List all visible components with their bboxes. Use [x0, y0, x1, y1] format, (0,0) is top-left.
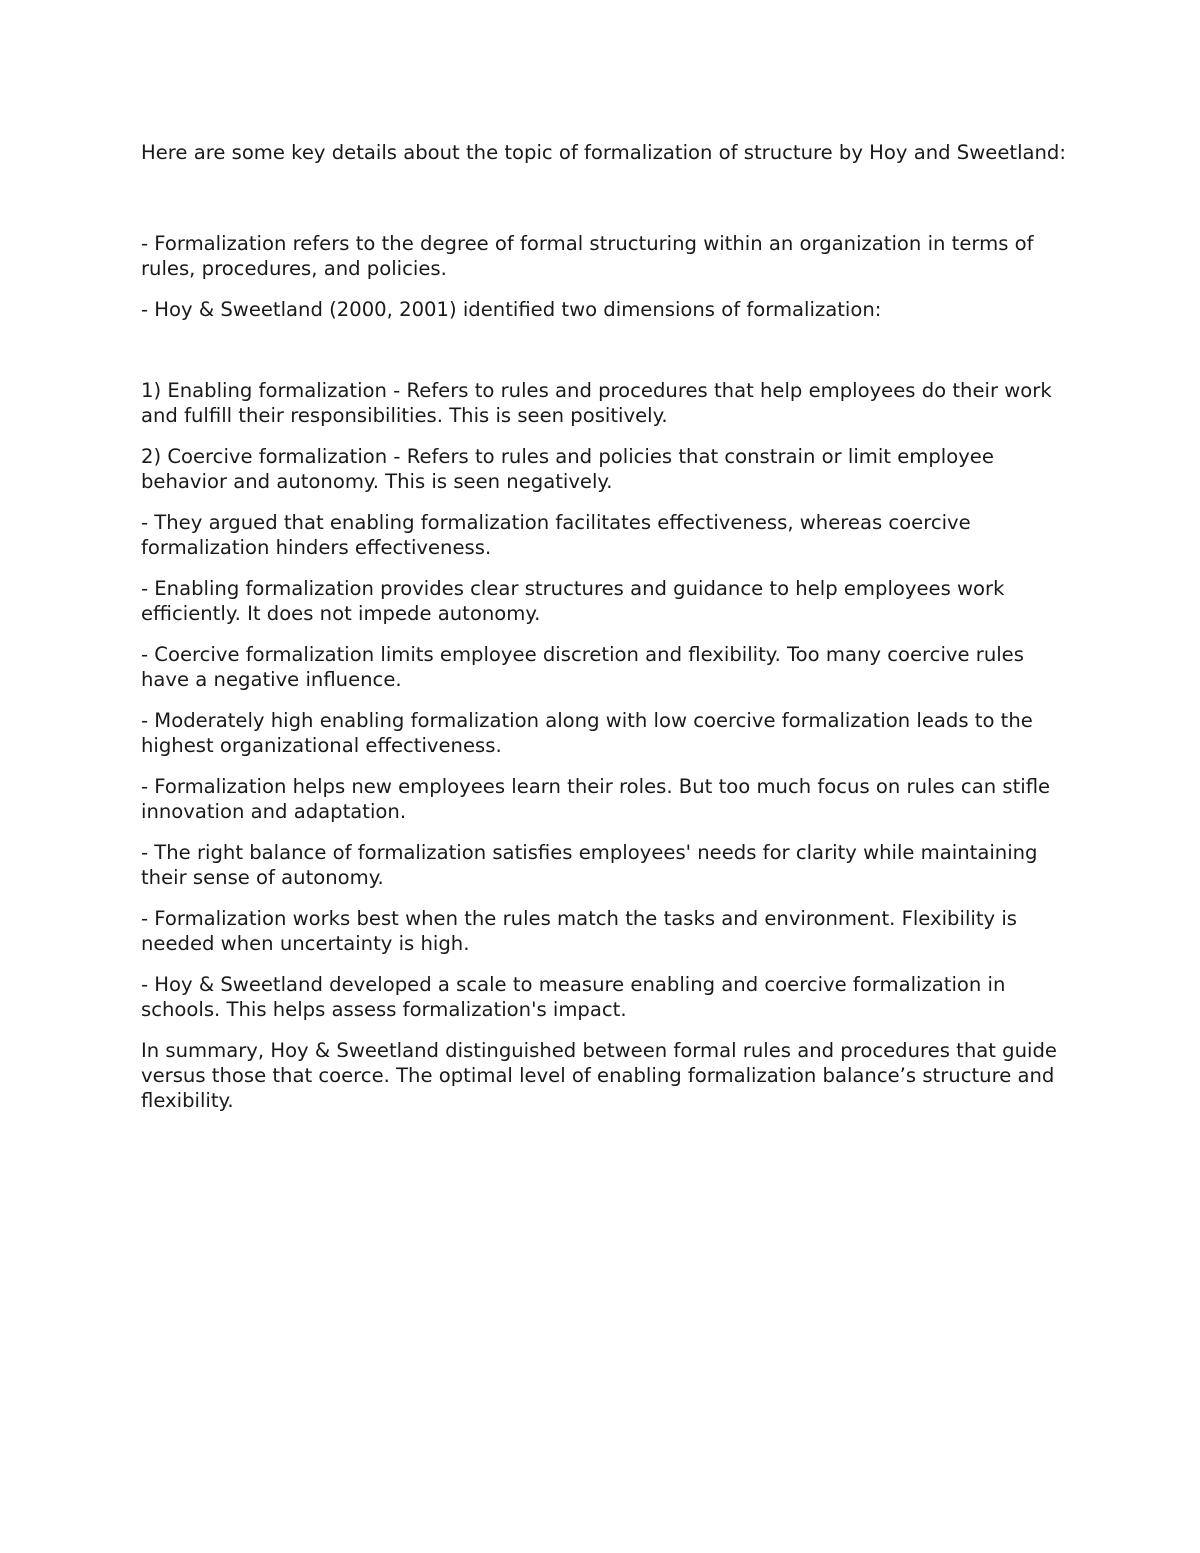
point-enabling-guidance: - Enabling formalization provides clear structures and guidance to help employees work efficiently. It does not impede autonomy.	[141, 577, 1005, 625]
point-task-match: - Formalization works best when the rules match the tasks and environment. Flexibility is needed when uncertainty is high.	[141, 907, 1017, 955]
document-body	[141, 140, 1066, 1129]
point-measurement-scale: - Hoy & Sweetland developed a scale to measure enabling and coercive formalization in schools. This helps assess formalization's impact.	[141, 973, 1006, 1021]
point-right-balance: - The right balance of formalization satisfies employees' needs for clarity while maintaining their sense of autonomy.	[141, 841, 1038, 889]
point-formalization-definition: - Formalization refers to the degree of formal structuring within an organization in terms of rules, procedures, and policies.	[141, 232, 1034, 280]
point-coercive-limits: - Coercive formalization limits employee discretion and flexibility. Too many coercive rules have a negative influence.	[141, 643, 1024, 691]
point-new-employees: - Formalization helps new employees learn their roles. But too much focus on rules can stifle innovation and adaptation.	[141, 775, 1051, 823]
point-optimal-mix: - Moderately high enabling formalization along with low coercive formalization leads to the highest organizational effectiveness.	[141, 709, 1033, 757]
summary-paragraph: In summary, Hoy & Sweetland distinguished between formal rules and procedures that guide versus those that coerce. The optimal level of enabling formalization balance’s structure and flexibility.	[141, 1039, 1057, 1112]
dimension-coercive: 2) Coercive formalization - Refers to rules and policies that constrain or limit employee behavior and autonomy. This is seen negatively.	[141, 445, 994, 493]
intro-paragraph: Here are some key details about the topic of formalization of structure by Hoy and Sweetland:	[141, 141, 1066, 164]
point-effectiveness: - They argued that enabling formalization facilitates effectiveness, whereas coercive formalization hinders effectiveness.	[141, 511, 971, 559]
dimension-enabling: 1) Enabling formalization - Refers to rules and procedures that help employees do their work and fulfill their responsibilities. This is seen positively.	[141, 379, 1052, 427]
point-two-dimensions: - Hoy & Sweetland (2000, 2001) identified two dimensions of formalization:	[141, 298, 882, 321]
